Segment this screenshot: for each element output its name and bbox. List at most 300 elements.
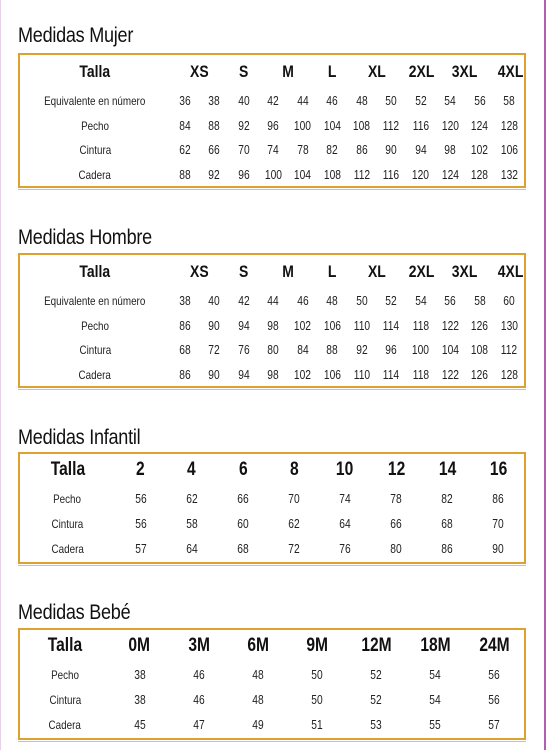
cell-value: 124 bbox=[441, 167, 459, 182]
table-cell bbox=[200, 289, 230, 314]
kids-section-title: Medidas Infantil bbox=[18, 426, 141, 449]
cell-value: 66 bbox=[237, 491, 249, 506]
size-header-text: M bbox=[282, 62, 294, 81]
cell-value: 42 bbox=[267, 94, 279, 109]
size-header bbox=[287, 630, 346, 662]
cell-value: 104 bbox=[441, 343, 459, 358]
row-label-text: Pecho bbox=[51, 667, 79, 682]
size-header bbox=[259, 55, 318, 89]
size-header-label bbox=[20, 255, 170, 289]
table-cell bbox=[465, 314, 495, 339]
table-cell bbox=[259, 289, 289, 314]
cell-value: 51 bbox=[311, 717, 323, 732]
table-cell bbox=[259, 89, 289, 114]
table-cell bbox=[217, 486, 268, 511]
size-header-text: 3XL bbox=[452, 262, 478, 281]
cell-value: 40 bbox=[238, 94, 250, 109]
cell-value: 106 bbox=[323, 318, 341, 333]
size-header-text: 3XL bbox=[452, 62, 478, 81]
table-cell bbox=[200, 363, 230, 388]
size-header bbox=[170, 55, 229, 89]
cell-value: 108 bbox=[471, 343, 489, 358]
cell-value: 52 bbox=[385, 294, 397, 309]
row-label-text: Cadera bbox=[78, 367, 112, 382]
row-label bbox=[20, 536, 115, 561]
size-header bbox=[217, 454, 268, 486]
table-cell bbox=[347, 338, 377, 363]
cell-value: 62 bbox=[288, 516, 300, 531]
table-cell bbox=[268, 536, 319, 561]
table-cell bbox=[200, 114, 230, 139]
cell-value: 76 bbox=[339, 541, 351, 556]
size-header-label bbox=[20, 454, 115, 486]
size-header-text: 14 bbox=[438, 459, 456, 480]
cell-value: 38 bbox=[133, 667, 146, 682]
table-cell bbox=[318, 138, 348, 163]
table-cell bbox=[110, 662, 169, 687]
cell-value: 112 bbox=[353, 167, 370, 182]
table-cell bbox=[347, 314, 377, 339]
table-cell bbox=[229, 314, 259, 339]
cell-value: 114 bbox=[383, 367, 400, 382]
size-header-text: XS bbox=[190, 262, 209, 281]
table-cell bbox=[473, 486, 524, 511]
size-header-text: 4XL bbox=[497, 62, 523, 81]
size-header bbox=[473, 454, 524, 486]
size-header-text: 6 bbox=[238, 459, 248, 480]
cell-value: 60 bbox=[503, 294, 515, 309]
table-cell bbox=[473, 511, 524, 536]
row-label-text: Cadera bbox=[78, 167, 112, 182]
size-header bbox=[406, 55, 436, 89]
table-cell bbox=[166, 486, 217, 511]
cell-value: 55 bbox=[429, 717, 441, 732]
cell-value: 57 bbox=[488, 717, 501, 732]
cell-value: 132 bbox=[500, 167, 518, 182]
table-cell bbox=[465, 289, 495, 314]
cell-value: 76 bbox=[238, 343, 250, 358]
cell-value: 104 bbox=[294, 167, 312, 182]
table-cell bbox=[268, 486, 319, 511]
table-cell bbox=[288, 289, 318, 314]
size-header-text: 0M bbox=[128, 635, 151, 656]
cell-value: 80 bbox=[390, 541, 402, 556]
cell-value: 68 bbox=[441, 516, 454, 531]
table-row bbox=[20, 114, 524, 139]
table-cell bbox=[287, 687, 346, 712]
cell-value: 74 bbox=[339, 491, 351, 506]
table-cell bbox=[436, 363, 466, 388]
row-label bbox=[20, 363, 170, 388]
men-section-title: Medidas Hombre bbox=[18, 226, 152, 249]
table-cell bbox=[465, 363, 495, 388]
row-label bbox=[20, 114, 170, 139]
table-cell bbox=[170, 89, 200, 114]
table-cell bbox=[406, 289, 436, 314]
table-cell bbox=[465, 138, 495, 163]
size-header bbox=[229, 255, 259, 289]
cell-value: 90 bbox=[208, 367, 220, 382]
size-header bbox=[170, 255, 229, 289]
size-header-text: XS bbox=[190, 62, 209, 81]
size-header bbox=[229, 55, 259, 89]
cell-value: 54 bbox=[429, 667, 441, 682]
cell-value: 52 bbox=[415, 94, 427, 109]
size-header-text: 4XL bbox=[497, 262, 523, 281]
size-header-text: L bbox=[327, 62, 337, 81]
row-label-text: Pecho bbox=[81, 318, 109, 333]
table-cell bbox=[495, 89, 525, 114]
cell-value: 48 bbox=[326, 294, 338, 309]
table-cell bbox=[228, 712, 287, 737]
table-cell bbox=[288, 338, 318, 363]
size-header bbox=[228, 630, 287, 662]
cell-value: 84 bbox=[179, 118, 191, 133]
table-cell bbox=[110, 712, 169, 737]
cell-value: 70 bbox=[238, 143, 250, 158]
cell-value: 57 bbox=[134, 541, 147, 556]
cell-value: 84 bbox=[297, 343, 309, 358]
cell-value: 92 bbox=[238, 118, 250, 133]
men-table bbox=[20, 255, 524, 387]
table-cell bbox=[495, 163, 525, 188]
row-label-text: Cadera bbox=[51, 541, 84, 556]
cell-value: 56 bbox=[134, 491, 147, 506]
cell-value: 58 bbox=[503, 94, 515, 109]
table-row bbox=[20, 662, 524, 687]
cell-value: 48 bbox=[252, 667, 264, 682]
kids-table bbox=[20, 454, 524, 561]
cell-value: 82 bbox=[326, 143, 338, 158]
cell-value: 40 bbox=[208, 294, 220, 309]
table-cell bbox=[259, 114, 289, 139]
cell-value: 42 bbox=[238, 294, 250, 309]
cell-value: 128 bbox=[500, 118, 518, 133]
size-header bbox=[347, 255, 406, 289]
cell-value: 110 bbox=[353, 367, 370, 382]
cell-value: 46 bbox=[297, 294, 309, 309]
cell-value: 54 bbox=[429, 692, 441, 707]
table-cell bbox=[377, 363, 407, 388]
table-cell bbox=[259, 338, 289, 363]
table-row bbox=[20, 712, 524, 737]
size-header bbox=[422, 454, 473, 486]
table-cell bbox=[318, 114, 348, 139]
cell-value: 116 bbox=[383, 167, 400, 182]
cell-value: 88 bbox=[179, 167, 191, 182]
table-cell bbox=[229, 89, 259, 114]
size-header-text: 6M bbox=[247, 635, 269, 656]
table-row bbox=[20, 486, 524, 511]
table-cell bbox=[217, 536, 268, 561]
cell-value: 38 bbox=[133, 692, 146, 707]
size-header-text: XL bbox=[367, 62, 386, 81]
table-cell bbox=[436, 338, 466, 363]
cell-value: 100 bbox=[412, 343, 430, 358]
size-header bbox=[169, 630, 228, 662]
size-header-text: Talla bbox=[47, 635, 83, 656]
table-cell bbox=[406, 114, 436, 139]
size-header-text: 12 bbox=[387, 459, 405, 480]
table-cell bbox=[465, 163, 495, 188]
size-header bbox=[465, 630, 524, 662]
cell-value: 64 bbox=[185, 541, 198, 556]
table-cell bbox=[166, 536, 217, 561]
table-cell bbox=[170, 163, 200, 188]
table-cell bbox=[288, 114, 318, 139]
row-label bbox=[20, 163, 170, 188]
table-cell bbox=[465, 338, 495, 363]
table-cell bbox=[170, 314, 200, 339]
table-cell bbox=[115, 486, 166, 511]
table-row bbox=[20, 89, 524, 114]
row-label-text: Cintura bbox=[49, 692, 81, 707]
table-cell bbox=[169, 662, 228, 687]
cell-value: 118 bbox=[412, 318, 429, 333]
table-cell bbox=[347, 687, 406, 712]
cell-value: 86 bbox=[179, 318, 191, 333]
cell-value: 70 bbox=[288, 491, 300, 506]
table-row bbox=[20, 536, 524, 561]
table-cell bbox=[170, 338, 200, 363]
cell-value: 112 bbox=[383, 118, 400, 133]
table-cell bbox=[347, 138, 377, 163]
table-row bbox=[20, 338, 524, 363]
size-header-text: 24M bbox=[479, 635, 510, 656]
row-label-text: Equivalente en número bbox=[44, 294, 146, 309]
table-cell bbox=[436, 114, 466, 139]
size-header-text: Talla bbox=[79, 262, 111, 281]
cell-value: 102 bbox=[294, 367, 312, 382]
women-size-table bbox=[18, 53, 526, 188]
cell-value: 70 bbox=[492, 516, 505, 531]
baby-table bbox=[20, 630, 524, 737]
cell-value: 86 bbox=[492, 491, 505, 506]
table-cell bbox=[228, 687, 287, 712]
cell-value: 56 bbox=[474, 94, 486, 109]
table-cell bbox=[288, 163, 318, 188]
table-cell bbox=[259, 138, 289, 163]
table-cell bbox=[495, 363, 525, 388]
table-cell bbox=[259, 363, 289, 388]
size-header bbox=[110, 630, 169, 662]
table-cell bbox=[200, 314, 230, 339]
table-cell bbox=[406, 163, 436, 188]
table-cell bbox=[371, 536, 422, 561]
cell-value: 72 bbox=[288, 541, 300, 556]
size-header-text: L bbox=[327, 262, 337, 281]
size-header bbox=[406, 630, 465, 662]
cell-value: 58 bbox=[474, 294, 486, 309]
table-cell bbox=[347, 163, 377, 188]
cell-value: 100 bbox=[294, 118, 312, 133]
header-row bbox=[20, 630, 524, 662]
cell-value: 88 bbox=[208, 118, 220, 133]
cell-value: 56 bbox=[444, 294, 456, 309]
table-cell bbox=[229, 163, 259, 188]
size-header-text: 2XL bbox=[408, 262, 435, 281]
table-cell bbox=[287, 662, 346, 687]
size-header-text: S bbox=[239, 262, 249, 281]
cell-value: 62 bbox=[179, 143, 191, 158]
row-label bbox=[20, 712, 110, 737]
size-header bbox=[318, 255, 348, 289]
cell-value: 122 bbox=[441, 367, 459, 382]
table-cell bbox=[287, 712, 346, 737]
cell-value: 78 bbox=[297, 143, 309, 158]
cell-value: 53 bbox=[370, 717, 382, 732]
row-label-text: Cintura bbox=[51, 516, 84, 531]
size-header bbox=[371, 454, 422, 486]
cell-value: 58 bbox=[185, 516, 198, 531]
cell-value: 126 bbox=[471, 318, 489, 333]
cell-value: 98 bbox=[267, 367, 279, 382]
cell-value: 50 bbox=[311, 667, 323, 682]
table-cell bbox=[166, 511, 217, 536]
cell-value: 102 bbox=[294, 318, 312, 333]
size-header bbox=[495, 255, 525, 289]
size-header-text: 2XL bbox=[408, 62, 435, 81]
table-cell bbox=[288, 363, 318, 388]
size-header bbox=[495, 55, 525, 89]
row-label bbox=[20, 138, 170, 163]
cell-value: 86 bbox=[356, 143, 368, 158]
row-label bbox=[20, 486, 115, 511]
table-cell bbox=[320, 486, 371, 511]
size-header bbox=[406, 255, 436, 289]
table-cell bbox=[170, 114, 200, 139]
table-cell bbox=[422, 486, 473, 511]
size-header bbox=[436, 55, 495, 89]
table-cell bbox=[377, 89, 407, 114]
cell-value: 48 bbox=[252, 692, 264, 707]
table-cell bbox=[200, 138, 230, 163]
table-cell bbox=[170, 363, 200, 388]
table-cell bbox=[347, 89, 377, 114]
size-header-text: 9M bbox=[306, 635, 328, 656]
row-label bbox=[20, 662, 110, 687]
size-header-text: 10 bbox=[336, 459, 354, 480]
table-cell bbox=[200, 163, 230, 188]
cell-value: 90 bbox=[492, 541, 505, 556]
cell-value: 66 bbox=[208, 143, 220, 158]
table-cell bbox=[318, 289, 348, 314]
row-label bbox=[20, 687, 110, 712]
cell-value: 96 bbox=[238, 167, 250, 182]
cell-value: 128 bbox=[500, 367, 518, 382]
table-cell bbox=[377, 114, 407, 139]
cell-value: 122 bbox=[441, 318, 459, 333]
cell-value: 112 bbox=[501, 343, 518, 358]
cell-value: 108 bbox=[353, 118, 371, 133]
table-cell bbox=[436, 138, 466, 163]
cell-value: 94 bbox=[238, 318, 250, 333]
size-header-text: S bbox=[239, 62, 249, 81]
size-header-text: 2 bbox=[136, 459, 145, 480]
size-header-text: Talla bbox=[79, 62, 111, 81]
table-cell bbox=[422, 511, 473, 536]
cell-value: 64 bbox=[339, 516, 351, 531]
women-table bbox=[20, 55, 524, 187]
cell-value: 46 bbox=[193, 692, 205, 707]
row-label-text: Cintura bbox=[79, 343, 111, 358]
cell-value: 100 bbox=[264, 167, 282, 182]
size-header-text: 8 bbox=[289, 459, 299, 480]
table-cell bbox=[495, 338, 525, 363]
table-cell bbox=[318, 314, 348, 339]
cell-value: 68 bbox=[237, 541, 249, 556]
table-cell bbox=[170, 289, 200, 314]
cell-value: 108 bbox=[323, 167, 341, 182]
table-cell bbox=[465, 687, 524, 712]
table-row bbox=[20, 314, 524, 339]
cell-value: 104 bbox=[323, 118, 341, 133]
cell-value: 46 bbox=[326, 94, 338, 109]
cell-value: 56 bbox=[488, 692, 501, 707]
cell-value: 56 bbox=[488, 667, 501, 682]
cell-value: 110 bbox=[353, 318, 370, 333]
cell-value: 54 bbox=[444, 94, 456, 109]
table-row bbox=[20, 138, 524, 163]
cell-value: 126 bbox=[471, 367, 489, 382]
table-cell bbox=[318, 163, 348, 188]
table-cell bbox=[347, 114, 377, 139]
cell-value: 128 bbox=[471, 167, 489, 182]
cell-value: 44 bbox=[267, 294, 279, 309]
table-cell bbox=[347, 363, 377, 388]
women-section-title: Medidas Mujer bbox=[18, 24, 134, 47]
cell-value: 46 bbox=[193, 667, 205, 682]
cell-value: 38 bbox=[208, 94, 220, 109]
size-header bbox=[320, 454, 371, 486]
size-header-text: XL bbox=[367, 262, 386, 281]
cell-value: 88 bbox=[326, 343, 338, 358]
table-cell bbox=[259, 314, 289, 339]
table-cell bbox=[465, 89, 495, 114]
cell-value: 52 bbox=[370, 692, 382, 707]
cell-value: 68 bbox=[179, 343, 191, 358]
table-cell bbox=[436, 314, 466, 339]
cell-value: 106 bbox=[500, 143, 518, 158]
table-cell bbox=[495, 289, 525, 314]
row-label bbox=[20, 338, 170, 363]
table-cell bbox=[347, 712, 406, 737]
table-cell bbox=[473, 536, 524, 561]
table-cell bbox=[377, 289, 407, 314]
cell-value: 48 bbox=[356, 94, 368, 109]
table-cell bbox=[436, 89, 466, 114]
table-cell bbox=[115, 536, 166, 561]
row-label bbox=[20, 511, 115, 536]
table-cell bbox=[422, 536, 473, 561]
cell-value: 49 bbox=[252, 717, 264, 732]
size-header-text: 4 bbox=[187, 459, 197, 480]
table-cell bbox=[268, 511, 319, 536]
cell-value: 74 bbox=[267, 143, 279, 158]
size-header bbox=[347, 630, 406, 662]
cell-value: 116 bbox=[412, 118, 429, 133]
cell-value: 114 bbox=[383, 318, 400, 333]
baby-section-title: Medidas Bebé bbox=[18, 601, 131, 624]
table-cell bbox=[228, 662, 287, 687]
table-cell bbox=[288, 314, 318, 339]
table-cell bbox=[318, 89, 348, 114]
table-cell bbox=[406, 89, 436, 114]
table-cell bbox=[371, 511, 422, 536]
size-header-text: 18M bbox=[420, 635, 451, 656]
cell-value: 98 bbox=[267, 318, 279, 333]
table-cell bbox=[288, 89, 318, 114]
